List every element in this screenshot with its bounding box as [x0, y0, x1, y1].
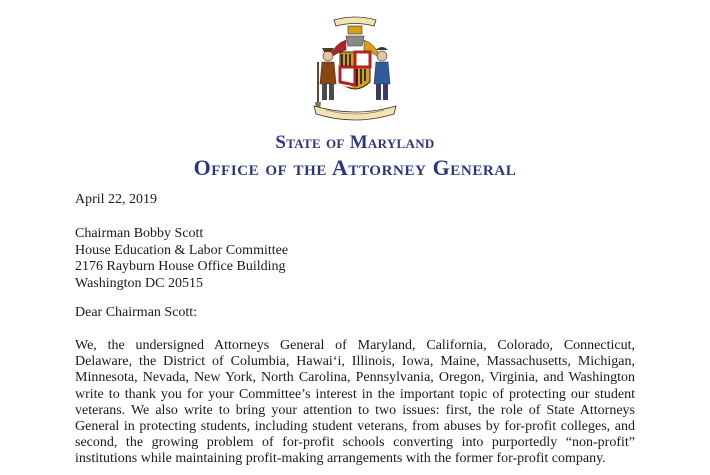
body-line: second, the growing problem of for-profit schools converting into purportedly “non-profit”	[75, 435, 635, 451]
body-line: Minnesota, Nevada, New York, North Carolina, Pennsylvania, Oregon, Virginia, and Washington	[75, 370, 635, 386]
recipient-address	[75, 226, 288, 292]
recipient-building: 2176 Rayburn House Office Building	[75, 259, 286, 274]
recipient-city: Washington DC 20515	[75, 275, 203, 291]
body-line: Delaware, the District of Columbia, Hawai‘i, Illinois, Iowa, Maine, Massachusetts, Michigan,	[75, 354, 635, 370]
salutation: Dear Chairman Scott:	[75, 305, 198, 320]
letter-date: April 22, 2019	[75, 192, 158, 207]
body-line: veterans. We also write to bring your attention to two issues: first, the role of State Attorneys	[75, 402, 635, 418]
maryland-seal-icon	[296, 14, 414, 130]
letter-body	[75, 338, 635, 468]
letterhead-state: State of Maryland	[275, 132, 435, 153]
recipient-committee: House Education & Labor Committee	[75, 242, 289, 258]
body-line: General in protecting students, including student veterans, from abuses by for-profit colleges, and	[75, 419, 635, 435]
recipient-name: Chairman Bobby Scott	[75, 226, 204, 241]
body-line: write to thank you for your Committee’s interest in the important topic of protecting our student	[75, 386, 635, 402]
body-line: We, the undersigned Attorneys General of Maryland, California, Colorado, Connecticut,	[75, 338, 635, 353]
body-line: institutions while maintaining profit-making arrangements with the former for-profit company.	[75, 451, 606, 467]
letterhead-office: Office of the Attorney General	[193, 155, 517, 180]
